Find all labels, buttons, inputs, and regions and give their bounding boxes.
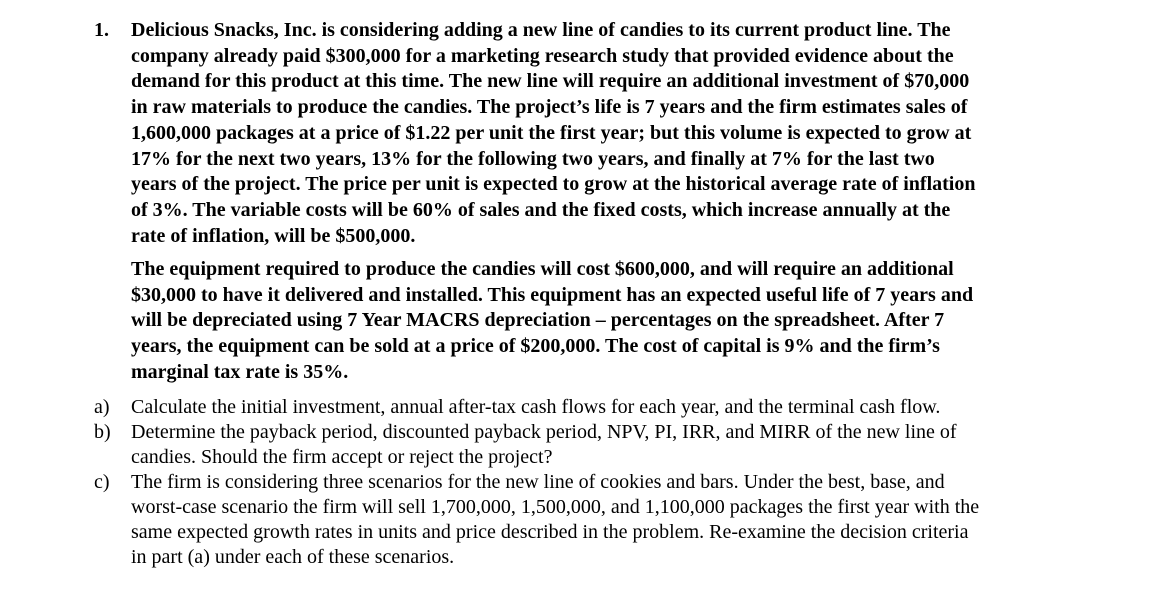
- question-number: 1.: [94, 19, 109, 41]
- part-a-text: [131, 395, 1155, 420]
- paragraph-1-line: demand for this product at this time. The new line will require an additional investment of $70,000: [131, 70, 970, 93]
- part-b-line: Determine the payback period, discounted payback period, NPV, PI, IRR, and MIRR of the new line of: [131, 421, 957, 443]
- paragraph-2-line: will be depreciated using 7 Year MACRS depreciation – percentages on the spreadsheet. After 7: [131, 309, 945, 332]
- paragraph-1-line: of 3%. The variable costs will be 60% of sales and the fixed costs, which increase annually at the: [131, 198, 951, 221]
- paragraph-2-line: $30,000 to have it delivered and installed. This equipment has an expected useful life of 7 years and: [131, 283, 974, 306]
- paragraph-1-line: in raw materials to produce the candies. The project’s life is 7 years and the firm estimates sales of: [131, 96, 968, 119]
- part-c: [0, 470, 1155, 570]
- question-parts-list: [0, 395, 1155, 570]
- part-b-line: candies. Should the firm accept or reject the project?: [131, 446, 553, 468]
- part-c-line: same expected growth rates in units and price described in the problem. Re-examine the decision criteria: [131, 521, 969, 543]
- part-c-label: c): [94, 471, 110, 493]
- part-b-label: b): [94, 421, 111, 443]
- part-c-line: The firm is considering three scenarios for the new line of cookies and bars. Under the best, base, and: [131, 471, 945, 493]
- problem-paragraph-2: [131, 257, 1061, 386]
- paragraph-1-line: 1,600,000 packages at a price of $1.22 per unit the first year; but this volume is expected to grow at: [131, 121, 972, 144]
- problem-paragraph-1: [131, 18, 1061, 249]
- part-a-line: Calculate the initial investment, annual after-tax cash flows for each year, and the terminal cash flow.: [131, 396, 941, 418]
- part-b: [0, 420, 1155, 470]
- part-c-line: worst-case scenario the firm will sell 1,700,000, 1,500,000, and 1,100,000 packages the first year with the: [131, 496, 980, 518]
- paragraph-2-line: The equipment required to produce the candies will cost $600,000, and will require an additional: [131, 258, 954, 280]
- paragraph-1-line: company already paid $300,000 for a marketing research study that provided evidence about the: [131, 44, 954, 67]
- paragraph-1-line: Delicious Snacks, Inc. is considering adding a new line of candies to its current product line. The: [131, 19, 951, 41]
- part-b-text: [131, 420, 1155, 470]
- paragraph-1-line: 17% for the next two years, 13% for the following two years, and finally at 7% for the last two: [131, 147, 935, 170]
- part-c-text: [131, 470, 1155, 570]
- paragraph-1-line: rate of inflation, will be $500,000.: [131, 224, 416, 247]
- part-a: [0, 395, 1155, 420]
- paragraph-2-line: marginal tax rate is 35%.: [131, 360, 349, 383]
- part-c-line: in part (a) under each of these scenarios.: [131, 546, 455, 568]
- paragraph-2-line: years, the equipment can be sold at a price of $200,000. The cost of capital is 9% and the firm’s: [131, 335, 940, 358]
- part-a-label: a): [94, 396, 110, 418]
- paragraph-1-line: years of the project. The price per unit is expected to grow at the historical average rate of inflation: [131, 173, 976, 196]
